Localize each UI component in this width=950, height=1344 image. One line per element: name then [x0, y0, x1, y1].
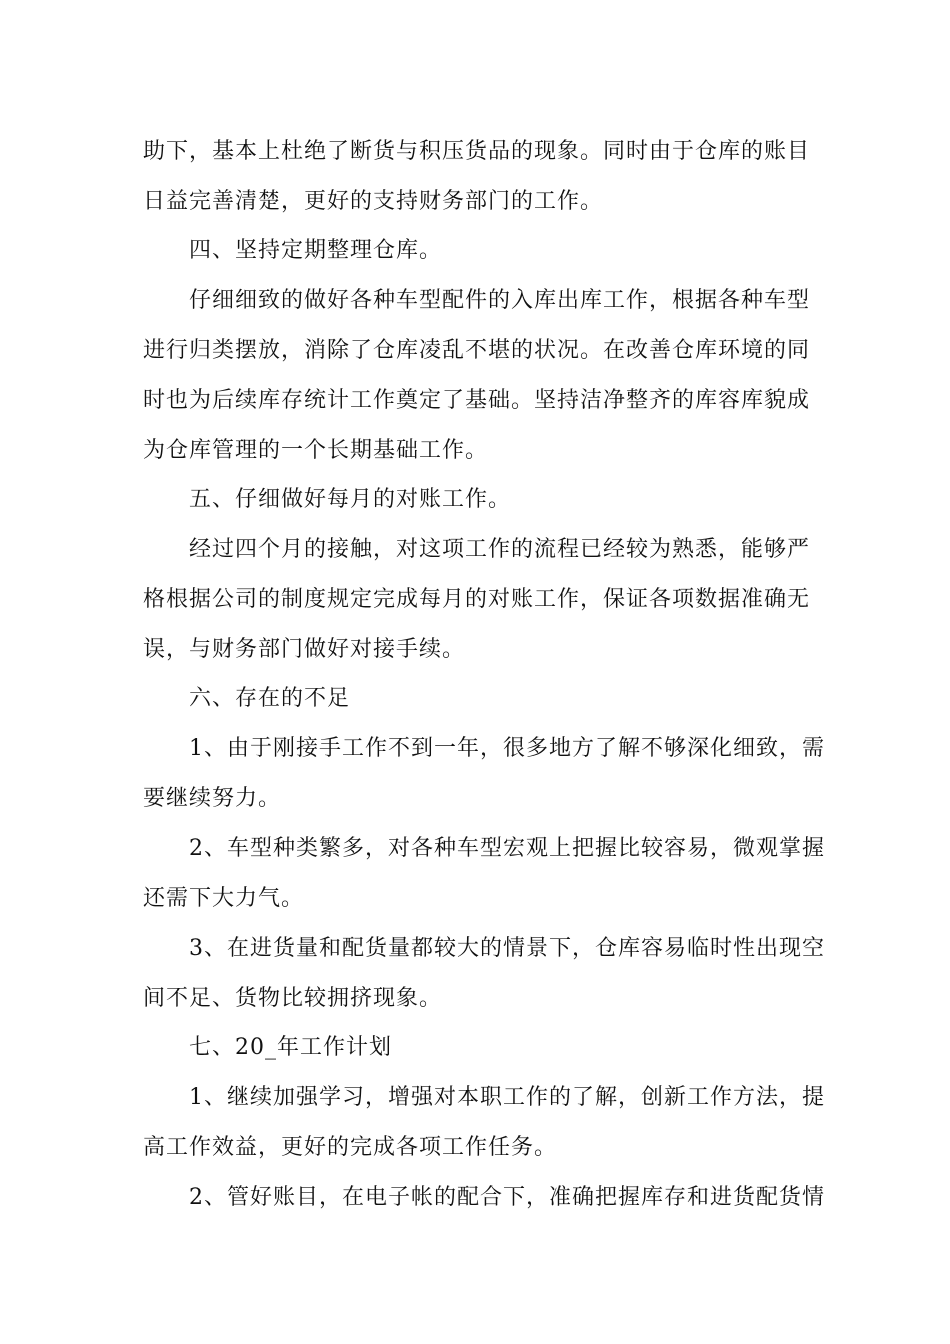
list-item: 2、车型种类繁多，对各种车型宏观上把握比较容易，微观掌握 [189, 836, 825, 861]
body-text-line: 助下，基本上杜绝了断货与积压货品的现象。同时由于仓库的账目 [143, 139, 811, 164]
section-heading: 七、20_年工作计划 [189, 1035, 392, 1060]
body-text-line: 格根据公司的制度规定完成每月的对账工作，保证各项数据准确无 [143, 587, 811, 612]
section-heading: 五、仔细做好每月的对账工作。 [189, 487, 512, 512]
body-text-line: 误，与财务部门做好对接手续。 [143, 637, 466, 662]
section-heading: 六、存在的不足 [189, 686, 351, 711]
body-text-line: 经过四个月的接触，对这项工作的流程已经较为熟悉，能够严 [189, 537, 811, 562]
list-item-continuation: 还需下大力气。 [143, 886, 305, 911]
list-item: 3、在进货量和配货量都较大的情景下，仓库容易临时性出现空 [189, 936, 825, 961]
list-item-continuation: 高工作效益，更好的完成各项工作任务。 [143, 1135, 558, 1160]
section-heading: 四、坚持定期整理仓库。 [189, 238, 443, 263]
list-item: 1、继续加强学习，增强对本职工作的了解，创新工作方法，提 [189, 1085, 825, 1110]
list-item-continuation: 要继续努力。 [143, 786, 282, 811]
list-item-continuation: 间不足、货物比较拥挤现象。 [143, 986, 443, 1011]
body-text-line: 日益完善清楚，更好的支持财务部门的工作。 [143, 189, 604, 214]
body-text-line: 时也为后续库存统计工作奠定了基础。坚持洁净整齐的库容库貌成 [143, 388, 811, 413]
list-item: 1、由于刚接手工作不到一年，很多地方了解不够深化细致，需 [189, 736, 825, 761]
body-text-line: 进行归类摆放，消除了仓库凌乱不堪的状况。在改善仓库环境的同 [143, 338, 811, 363]
list-item: 2、管好账目，在电子帐的配合下，准确把握库存和进货配货情 [189, 1185, 825, 1210]
body-text-line: 仔细细致的做好各种车型配件的入库出库工作，根据各种车型 [189, 288, 811, 313]
body-text-line: 为仓库管理的一个长期基础工作。 [143, 438, 489, 463]
